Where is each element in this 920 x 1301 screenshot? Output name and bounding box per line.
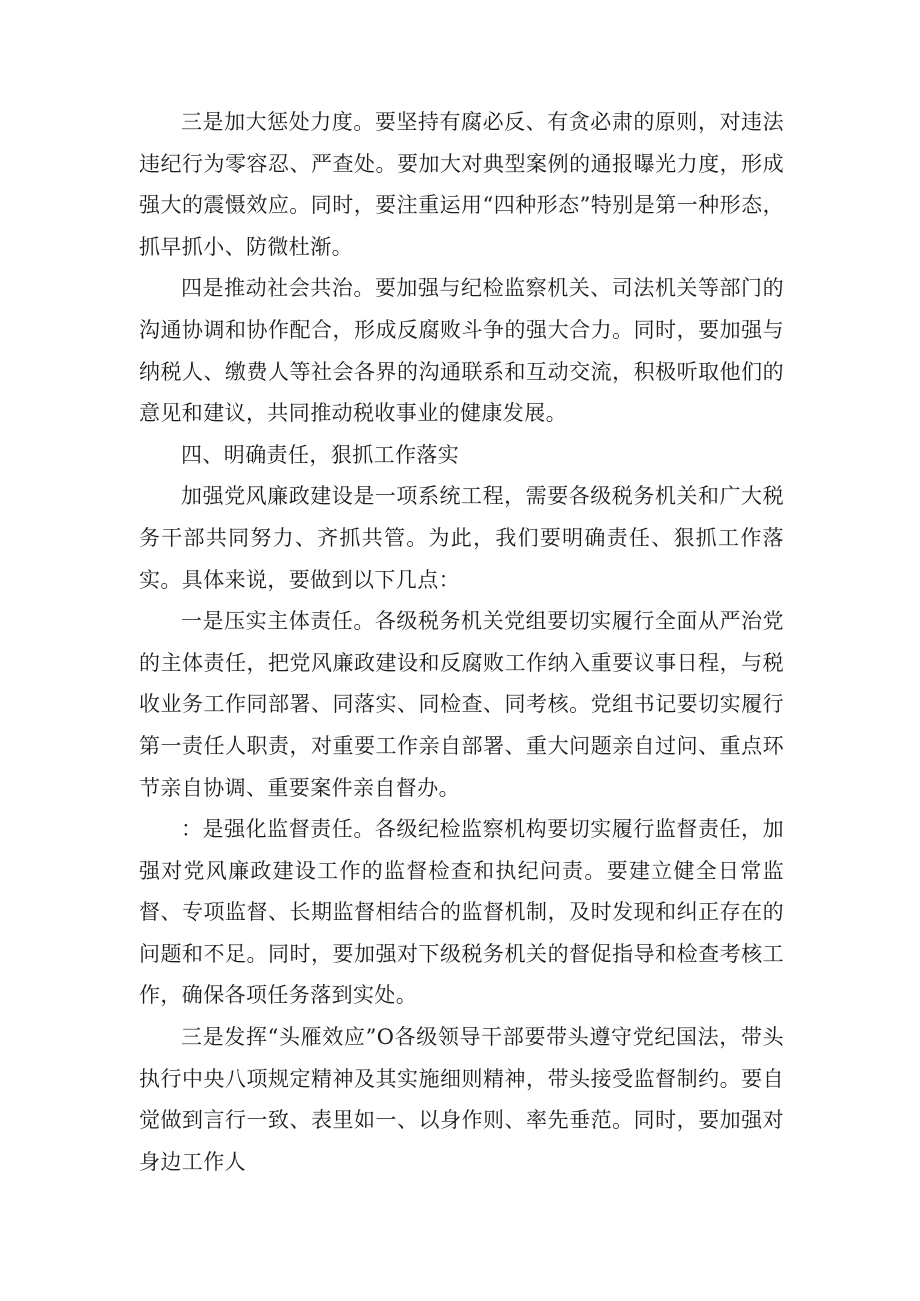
paragraph-social-governance: 四是推动社会共治。要加强与纪检监察机关、司法机关等部门的沟通协调和协作配合，形成反腐败斗争的强大合力。同时，要加强与纳税人、缴费人等社会各界的沟通联系和互动交流，积极听取他们的意见和建议，共同推动税收事业的健康发展。 <box>139 276 784 426</box>
paragraph-main-responsibility: 一是压实主体责任。各级税务机关党组要切实履行全面从严治党的主体责任，把党风廉政建设和反腐败工作纳入重要议事日程，与税收业务工作同部署、同落实、同检查、同考核。党组书记要切实履行第一责任人职责，对重要工作亲自部署、重大问题亲自过问、重点环节亲自协调、重要案件亲自督办。 <box>139 609 784 800</box>
paragraph-punishment: 三是加大惩处力度。要坚持有腐必反、有贪必肃的原则，对违法违纪行为零容忍、严查处。要加大对典型案例的通报曝光力度，形成强大的震慑效应。同时，要注重运用“四种形态”特别是第一种形态，抓早抓小、防微杜渐。 <box>139 110 784 259</box>
paragraph-responsibility-intro: 加强党风廉政建设是一项系统工程，需要各级税务机关和广大税务干部共同努力、齐抓共管。为此，我们要明确责任、狠抓工作落实。具体来说，要做到以下几点： <box>139 484 784 592</box>
paragraph-leading-role: 三是发挥“头雁效应”O各级领导干部要带头遵守党纪国法，带头执行中央八项规定精神及其实施细则精神，带头接受监督制约。要自觉做到言行一致、表里如一、以身作则、率先垂范。同时，要加强对身边工作人 <box>139 1025 784 1174</box>
body-text <box>139 102 784 1183</box>
paragraph-supervision-responsibility: ：是强化监督责任。各级纪检监察机构要切实履行监督责任，加强对党风廉政建设工作的监督检查和执纪问责。要建立健全日常监督、专项监督、长期监督相结合的监督机制，及时发现和纠正存在的问题和不足。同时，要加强对下级税务机关的督促指导和检查考核工作，确保各项任务落到实处。 <box>139 817 784 1008</box>
section-heading-responsibility: 四、明确责任，狠抓工作落实 <box>181 442 460 467</box>
